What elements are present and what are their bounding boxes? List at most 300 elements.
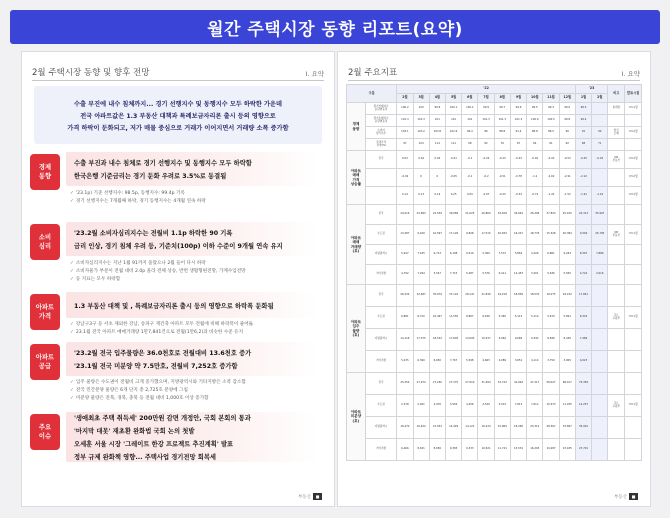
table-row bbox=[347, 127, 642, 139]
section-bullets bbox=[70, 321, 324, 337]
section-bullets bbox=[70, 190, 324, 206]
section-headline-box bbox=[66, 292, 320, 318]
check-icon: ✓ bbox=[70, 199, 74, 205]
table-cell: 28,147 bbox=[462, 285, 478, 307]
table-cell: 103.2 bbox=[413, 127, 429, 139]
table-cell: 9,411 bbox=[494, 265, 510, 285]
section-headline: 한국은행 기준금리는 경기 둔화 우려로 3.5%로 동결됨 bbox=[74, 173, 227, 180]
table-cell: 12,257 bbox=[575, 395, 591, 417]
table-row bbox=[347, 285, 642, 307]
table-cell: -0.51 bbox=[494, 169, 510, 187]
table-cell: 100.9 bbox=[527, 115, 543, 127]
section-label-text: 아파트 bbox=[35, 304, 55, 311]
group-label: 아파트 입주 물량 (호) bbox=[347, 285, 366, 373]
table-cell: 0.04 bbox=[429, 151, 445, 169]
table-cell bbox=[592, 307, 608, 329]
release-date-cell bbox=[625, 139, 642, 151]
table-cell: 24,016 bbox=[397, 205, 413, 225]
release-date-cell: '23.2월 bbox=[625, 169, 642, 187]
table-cell: -1.52 bbox=[559, 187, 575, 205]
table-cell: 2,318 bbox=[397, 395, 413, 417]
table-cell: 23,185 bbox=[559, 439, 575, 461]
table-cell: 82 bbox=[478, 139, 494, 151]
table-cell: 32,722 bbox=[494, 373, 510, 395]
table-row bbox=[347, 265, 642, 285]
release-date-cell: '23.1월 bbox=[625, 395, 642, 417]
table-cell: 23,893 bbox=[413, 205, 429, 225]
table-cell: 4,023 bbox=[575, 351, 591, 373]
table-row bbox=[347, 245, 642, 265]
row-label bbox=[365, 187, 396, 205]
table-cell: 31,284 bbox=[478, 373, 494, 395]
table-cell: 5,565 bbox=[559, 265, 575, 285]
table-row bbox=[347, 439, 642, 461]
section-label bbox=[30, 294, 60, 330]
release-date-cell: '23.1월 bbox=[625, 307, 642, 329]
table-cell: 14,429 bbox=[445, 417, 461, 439]
release-date-cell bbox=[625, 373, 642, 395]
table-cell: 5,891 bbox=[559, 307, 575, 329]
month-header: 10월 bbox=[527, 94, 543, 103]
right-section-label: I. 요약 bbox=[621, 70, 640, 78]
table-cell: 5,547 bbox=[429, 265, 445, 285]
table-cell: 7,612 bbox=[527, 395, 543, 417]
table-cell: -2.02 bbox=[543, 169, 559, 187]
row-label: 수도권 bbox=[365, 395, 396, 417]
release-date-cell bbox=[625, 439, 642, 461]
table-cell: 4,456 bbox=[462, 395, 478, 417]
table-cell: 4,114 bbox=[527, 351, 543, 373]
table-cell: 8,722 bbox=[413, 307, 429, 329]
table-cell bbox=[592, 115, 608, 127]
table-cell: 99.0 bbox=[559, 103, 575, 115]
table-cell: 6,510 bbox=[462, 245, 478, 265]
row-label: 전국 bbox=[365, 373, 396, 395]
source-cell bbox=[608, 329, 625, 351]
source-cell bbox=[608, 187, 625, 205]
release-date-cell bbox=[625, 115, 642, 127]
col-header: 발표시점 bbox=[625, 85, 642, 103]
release-date-cell bbox=[625, 329, 642, 351]
table-cell: 47,217 bbox=[527, 373, 543, 395]
source-cell bbox=[608, 373, 625, 395]
table-cell: 61 bbox=[543, 139, 559, 151]
source-cell bbox=[608, 285, 625, 307]
table-cell: 90 bbox=[559, 127, 575, 139]
year-header: '23 bbox=[575, 85, 607, 94]
table-cell: 16,227 bbox=[510, 225, 526, 245]
table-cell: 22,313 bbox=[575, 205, 591, 225]
table-cell: 4,792 bbox=[397, 265, 413, 285]
section-bullets bbox=[70, 260, 324, 285]
table-cell: 7,813 bbox=[510, 395, 526, 417]
group-label: 아파트 매매 가격 상승률 bbox=[347, 151, 366, 205]
source-cell: KB 부동산 bbox=[608, 151, 625, 169]
table-cell: 17,126 bbox=[445, 225, 461, 245]
table-cell: 7,165 bbox=[413, 245, 429, 265]
check-icon: ✓ bbox=[70, 388, 74, 394]
table-cell: 18,776 bbox=[527, 225, 543, 245]
release-date-cell bbox=[625, 285, 642, 307]
table-cell: 5,864 bbox=[510, 245, 526, 265]
table-cell: 0.13 bbox=[413, 187, 429, 205]
bullet-item bbox=[70, 190, 324, 198]
table-cell: 27,910 bbox=[462, 373, 478, 395]
year-header: '22 bbox=[397, 85, 576, 94]
table-cell: 16,422 bbox=[413, 417, 429, 439]
table-cell bbox=[592, 417, 608, 439]
table-row bbox=[347, 103, 642, 115]
table-cell: 86.5 bbox=[543, 127, 559, 139]
month-header: 1월 bbox=[575, 94, 591, 103]
table-cell: 99.7 bbox=[494, 103, 510, 115]
logo-mark-icon: ■ bbox=[629, 493, 638, 500]
group-label: 아파트 미분양 (호) bbox=[347, 373, 366, 461]
table-cell: -0.24 bbox=[478, 151, 494, 169]
table-cell: 9,333 bbox=[462, 439, 478, 461]
row-label: 경기선행지수 순환변동치 bbox=[365, 103, 396, 115]
row-label: 경기동행지수 순환변동치 bbox=[365, 115, 396, 127]
month-header: 2월 bbox=[592, 94, 608, 103]
section-headline: 오세훈 서울 시장 '그레이트 한강 프로젝트 추진계획' 발표 bbox=[74, 441, 234, 448]
table-cell: 3,563 bbox=[445, 395, 461, 417]
table-cell: 103.8 bbox=[429, 127, 445, 139]
table-cell: 91 bbox=[575, 127, 591, 139]
release-date-cell: '23.1월 bbox=[625, 225, 642, 245]
table-cell: 101.3 bbox=[413, 115, 429, 127]
indicators-table-wrap bbox=[346, 84, 642, 461]
table-cell: 5,576 bbox=[478, 265, 494, 285]
table-cell: 5,636 bbox=[543, 265, 559, 285]
summary-line: 수출 부진에 내수 침체까지... 경기 선행지수 및 동행지수 모두 하락한 가운데 bbox=[74, 100, 282, 108]
table-cell: 5,369 bbox=[478, 245, 494, 265]
table-cell: 0.25 bbox=[445, 187, 461, 205]
source-cell bbox=[608, 439, 625, 461]
table-cell: 101.3 bbox=[510, 115, 526, 127]
table-cell: 6,650 bbox=[429, 351, 445, 373]
table-cell: -0.43 bbox=[543, 151, 559, 169]
row-label: 전국 bbox=[365, 285, 396, 307]
report-title: 월간 주택시장 동향 리포트(요약) bbox=[207, 19, 463, 40]
table-cell: -0.02 bbox=[592, 151, 608, 169]
table-cell: 9,828 bbox=[462, 225, 478, 245]
table-cell: 0.04 bbox=[462, 187, 478, 205]
table-cell: 41,604 bbox=[510, 373, 526, 395]
table-cell: 91.4 bbox=[510, 127, 526, 139]
table-cell: 2,016 bbox=[592, 265, 608, 285]
release-date-cell: '23.2월 bbox=[625, 187, 642, 205]
table-cell: 21,625 bbox=[462, 205, 478, 225]
check-icon: ✓ bbox=[70, 396, 74, 402]
bullet-item bbox=[70, 260, 324, 268]
table-cell: 15,328 bbox=[543, 225, 559, 245]
table-cell: 98.5 bbox=[575, 103, 591, 115]
table-row bbox=[347, 205, 642, 225]
left-section-label: I. 요약 bbox=[305, 70, 324, 78]
source-cell bbox=[608, 245, 625, 265]
table-cell: 15,554 bbox=[429, 417, 445, 439]
table-cell: -0.07 bbox=[478, 187, 494, 205]
check-icon: ✓ bbox=[70, 191, 74, 196]
table-cell: 0.03 bbox=[397, 151, 413, 169]
table-cell: 33,897 bbox=[559, 417, 575, 439]
row-label: 기타지방 bbox=[365, 439, 396, 461]
table-cell bbox=[592, 373, 608, 395]
summary-line: 가격 하락이 둔화되고, 저가 매물 중심으로 거래가 이어지면서 거래량 소폭 증가함 bbox=[67, 124, 289, 132]
table-cell: 101 bbox=[445, 115, 461, 127]
table-cell: 90 bbox=[592, 127, 608, 139]
source-cell: 국토 교통부 bbox=[608, 307, 625, 329]
table-row bbox=[347, 307, 642, 329]
bullet-item bbox=[70, 276, 324, 284]
table-cell: 6,466 bbox=[397, 439, 413, 461]
table-cell: 3,905 bbox=[559, 351, 575, 373]
logo-text: 부동산 bbox=[297, 494, 311, 500]
col-header: 비고 bbox=[608, 85, 625, 103]
section-headline: 금리 인상, 경기 침체 우려 등, 기준치(100p) 이하 수준이 9개월 연속 유지 bbox=[74, 243, 283, 250]
right-page-header bbox=[348, 62, 640, 81]
table-cell: 13,287 bbox=[397, 225, 413, 245]
table-cell: -0.74 bbox=[527, 187, 543, 205]
release-date-cell: '23.2월 bbox=[625, 127, 642, 139]
group-label: 경제 동향 bbox=[347, 103, 366, 151]
table-cell: 5,235 bbox=[397, 351, 413, 373]
table-cell: 8,436 bbox=[559, 329, 575, 351]
table-cell: 6,881 bbox=[397, 307, 413, 329]
bullet-text: 미분양 물량은 전북, 경북, 충북 등 전월 대비 1,000호 이상 증가함 bbox=[75, 396, 209, 402]
table-cell: 5,947 bbox=[397, 245, 413, 265]
check-icon: ✓ bbox=[70, 269, 74, 275]
row-label: 기타지방 bbox=[365, 351, 396, 373]
table-cell: 88.8 bbox=[494, 127, 510, 139]
source-cell: 한국 은행 bbox=[608, 127, 625, 139]
table-cell: 3,759 bbox=[543, 351, 559, 373]
table-cell: 0.19 bbox=[429, 187, 445, 205]
table-cell: 10,597 bbox=[429, 225, 445, 245]
release-date-cell bbox=[625, 417, 642, 439]
section-headline: 1.3 부동산 대책 및 , 특례보금자리론 출시 등의 영향으로 하락폭 둔화됨 bbox=[74, 302, 274, 310]
table-cell: 62 bbox=[559, 139, 575, 151]
table-cell: 101 bbox=[462, 115, 478, 127]
bullet-text: 입주 물량은 수도권이 전월비 크게 증가했으며, 지방광역시와 기타지방은 소폭 감소함 bbox=[75, 380, 246, 385]
table-cell: 18,260 bbox=[510, 417, 526, 439]
bullet-item bbox=[70, 198, 324, 206]
table-cell: 14,116 bbox=[397, 329, 413, 351]
table-cell: -0.45 bbox=[527, 151, 543, 169]
table-cell: 101.3 bbox=[494, 115, 510, 127]
section-label-text: 소비 bbox=[38, 234, 52, 241]
table-cell: 15,969 bbox=[494, 417, 510, 439]
table-cell: 6,861 bbox=[543, 245, 559, 265]
release-date-cell bbox=[625, 351, 642, 373]
table-cell: -0.2 bbox=[478, 169, 494, 187]
section-headline: '23.1월 전국 미분양 약 7.5만호, 전월비 7,252호 증가함 bbox=[74, 363, 238, 370]
check-icon: ✓ bbox=[70, 380, 74, 385]
section-headline-box bbox=[66, 152, 320, 186]
table-cell: 101.3 bbox=[397, 115, 413, 127]
table-cell: 28,367 bbox=[543, 417, 559, 439]
table-cell: -1.42 bbox=[543, 187, 559, 205]
bullet-text: 강남구3구 등 서초 제외한 강남, 송파구 재건축 아파트 모두 전월에 비해 하락폭이 줄어듦 bbox=[75, 322, 254, 327]
table-cell: 99.9 bbox=[478, 103, 494, 115]
table-cell: 6,332 bbox=[575, 307, 591, 329]
source-cell bbox=[608, 205, 625, 225]
table-cell bbox=[592, 351, 608, 373]
row-label: 전국 bbox=[365, 205, 396, 225]
table-cell: 18,839 bbox=[510, 285, 526, 307]
table-cell: 64 bbox=[527, 139, 543, 151]
table-cell: 27,823 bbox=[543, 205, 559, 225]
table-cell: -0.1 bbox=[462, 151, 478, 169]
table-cell: 99.6 bbox=[429, 103, 445, 115]
source-cell bbox=[608, 351, 625, 373]
table-cell: 76 bbox=[494, 139, 510, 151]
section-label bbox=[30, 224, 60, 260]
table-cell: 111 bbox=[445, 139, 461, 151]
table-cell: 0.04 bbox=[413, 151, 429, 169]
table-cell: 100.5 bbox=[543, 115, 559, 127]
section-headline: 수출 부진과 내수 침체로 경기 선행지수 및 동행지수 모두 하락함 bbox=[74, 160, 252, 167]
row-label: 기타지방 bbox=[365, 265, 396, 285]
table-cell: -0.01 bbox=[445, 151, 461, 169]
section-label bbox=[30, 154, 60, 190]
table-cell: 5,012 bbox=[494, 395, 510, 417]
table-cell: 58,027 bbox=[543, 373, 559, 395]
table-cell: 30,089 bbox=[445, 205, 461, 225]
col-header: 구분 bbox=[347, 85, 397, 103]
table-cell: 4,724 bbox=[575, 265, 591, 285]
table-cell: 9,420 bbox=[413, 225, 429, 245]
table-cell: 101 bbox=[429, 115, 445, 127]
table-cell: 6,713 bbox=[429, 245, 445, 265]
table-cell: 11,741 bbox=[494, 439, 510, 461]
bullet-item bbox=[70, 387, 324, 395]
table-cell: -0.43 bbox=[510, 151, 526, 169]
month-header: 9월 bbox=[510, 94, 526, 103]
bullet-item bbox=[70, 329, 324, 337]
table-cell: 7,294 bbox=[413, 265, 429, 285]
table-cell: 16,834 bbox=[494, 225, 510, 245]
table-cell: 17,515 bbox=[478, 225, 494, 245]
summary-page bbox=[22, 52, 334, 506]
table-cell: 4,089 bbox=[494, 351, 510, 373]
section-headline: 정부 규제 완화책 영향... 주택사업 경기전망 회복세 bbox=[74, 454, 216, 461]
table-cell: 99.6 bbox=[510, 103, 526, 115]
source-cell: 통계청 bbox=[608, 103, 625, 115]
table-cell: 26,860 bbox=[478, 205, 494, 225]
table-cell: 8,656 bbox=[429, 439, 445, 461]
table-cell: 19,158 bbox=[494, 285, 510, 307]
table-cell: 16,293 bbox=[527, 439, 543, 461]
row-label: 소비자 심리지수 bbox=[365, 127, 396, 139]
table-cell: 99.3 bbox=[543, 103, 559, 115]
table-cell: 10,497 bbox=[429, 307, 445, 329]
row-label: 수도권 bbox=[365, 307, 396, 329]
table-cell: 8,846 bbox=[543, 329, 559, 351]
month-header: 12월 bbox=[559, 94, 575, 103]
table-cell: 34,818 bbox=[494, 205, 510, 225]
logo-text: 부동산 bbox=[613, 494, 627, 500]
right-page-title: 2월 주요지표 bbox=[348, 68, 398, 78]
row-label bbox=[365, 169, 396, 187]
month-header: 11월 bbox=[543, 94, 559, 103]
section-headline: '23.2월 전국 입주물량은 36.0천호로 전월대비 13.6천호 증가 bbox=[74, 350, 252, 357]
table-cell: 8,307 bbox=[575, 245, 591, 265]
table-row bbox=[347, 169, 642, 187]
bullet-text: 소비자심리지수는 지난 1월 91까지 올랐으나 2월 들어 다시 하락 bbox=[75, 261, 206, 266]
table-cell: 8,867 bbox=[462, 307, 478, 329]
table-cell: -0.23 bbox=[494, 187, 510, 205]
table-cell: 10,537 bbox=[478, 329, 494, 351]
section-headline: '생애최초 주택 취득세' 200만원 감면 개정안, 국회 본회의 통과 bbox=[74, 415, 251, 422]
table-cell: 20,384 bbox=[559, 225, 575, 245]
table-row bbox=[347, 395, 642, 417]
month-header: 7월 bbox=[478, 94, 494, 103]
table-cell: 27,180 bbox=[429, 373, 445, 395]
table-cell: 14,121 bbox=[462, 417, 478, 439]
table-cell: -0.23 bbox=[494, 151, 510, 169]
release-date-cell bbox=[625, 265, 642, 285]
table-cell: 88.8 bbox=[527, 127, 543, 139]
section-headline: '23.2월 소비자심리지수는 전월비 1.1p 하락한 90 기록 bbox=[74, 230, 233, 237]
section-headline-box bbox=[66, 342, 320, 376]
row-label: 지방광역시 bbox=[365, 329, 396, 351]
table-cell: 10,521 bbox=[478, 439, 494, 461]
table-cell: 5,598 bbox=[462, 351, 478, 373]
table-cell: -1.91 bbox=[575, 187, 591, 205]
row-label: 지방광역시 bbox=[365, 245, 396, 265]
section-headline-box bbox=[66, 412, 320, 462]
table-cell: 35,679 bbox=[429, 285, 445, 307]
table-cell: -0.53 bbox=[559, 151, 575, 169]
table-cell: 7,486 bbox=[575, 329, 591, 351]
row-label: 주택가격 전망CSI bbox=[365, 139, 396, 151]
row-label: 지방광역시 bbox=[365, 417, 396, 439]
table-row bbox=[347, 115, 642, 127]
table-cell: 5,114 bbox=[527, 307, 543, 329]
source-cell bbox=[608, 265, 625, 285]
section-label-text: 이슈 bbox=[38, 433, 52, 440]
summary-line: 전국 아파트값은 1.3 부동산 대책과 특례보금자리론 출시 등의 영향으로 bbox=[80, 112, 276, 120]
source-cell: 국토 교통부 bbox=[608, 395, 625, 417]
month-header: 8월 bbox=[494, 94, 510, 103]
month-header: 2월 bbox=[397, 94, 413, 103]
bullet-text: 등 지표는 모두 하락함 bbox=[75, 277, 121, 283]
row-label: 전국 bbox=[365, 151, 396, 169]
publisher-logo bbox=[614, 493, 638, 500]
table-cell bbox=[592, 439, 608, 461]
table-cell: 9,066 bbox=[510, 329, 526, 351]
summary-box bbox=[34, 86, 322, 144]
release-date-cell: '23.1월 bbox=[625, 103, 642, 115]
table-cell bbox=[592, 285, 608, 307]
table-row bbox=[347, 417, 642, 439]
source-cell bbox=[608, 169, 625, 187]
indicators-table bbox=[346, 84, 642, 461]
table-cell: 7,572 bbox=[494, 245, 510, 265]
release-date-cell bbox=[625, 205, 642, 225]
table-row bbox=[347, 225, 642, 245]
table-cell: -2.12 bbox=[575, 169, 591, 187]
month-header: 3월 bbox=[413, 94, 429, 103]
table-cell: 5,115 bbox=[510, 307, 526, 329]
table-cell: 32,487 bbox=[413, 285, 429, 307]
table-cell: -0.02 bbox=[397, 169, 413, 187]
table-cell: 67 bbox=[510, 139, 526, 151]
table-cell: 75,359 bbox=[575, 373, 591, 395]
table-cell: 4,663 bbox=[478, 351, 494, 373]
section-bullets bbox=[70, 379, 324, 404]
